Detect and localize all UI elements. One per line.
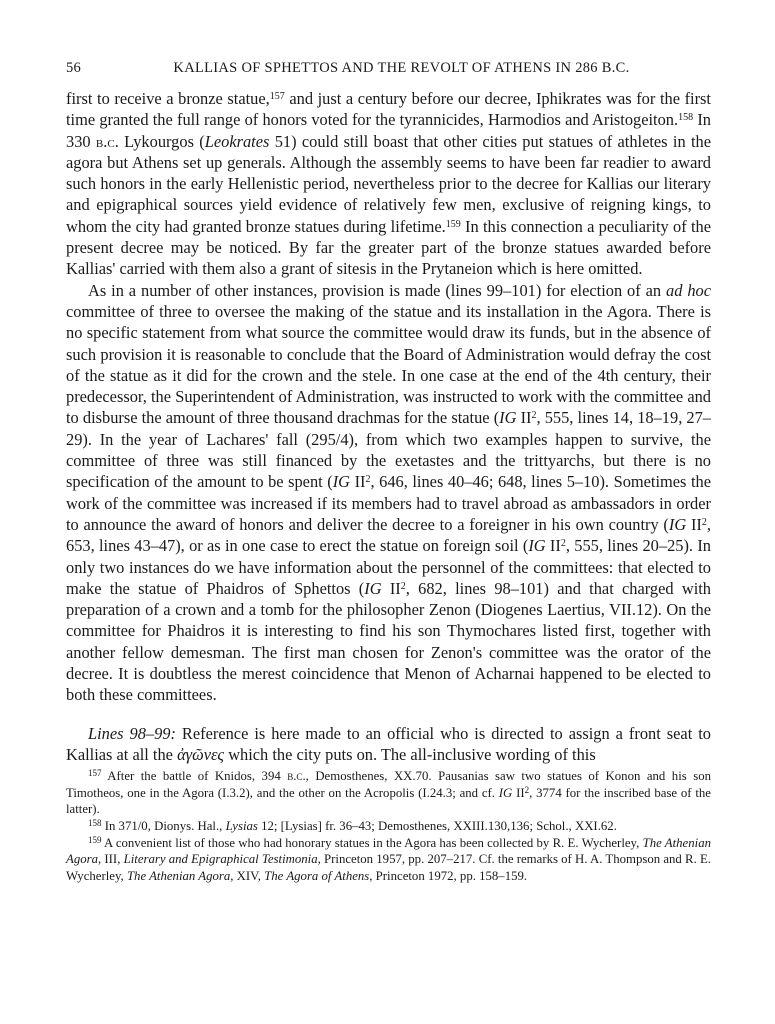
work-title: Literary and Epigraphical Testimonia	[123, 852, 318, 867]
era-abbrev: b.c.	[95, 131, 119, 151]
text: , 682, lines 98–101) and that charged with preparation of a crown and a tomb for the philosopher Zenon (Diogenes Laertius, VII.12). On the committee for Phaidros it is interesting to find his son Thymochares listed first, together with another fellow demesman. The first man chosen for Zenon's committee was the orator of the decree. It is doubtless the merest coincidence that Menon of Acharnai happened to be elected to both these committees.	[66, 578, 712, 705]
text: II	[512, 785, 525, 800]
era-abbrev: b.c.	[287, 769, 306, 784]
footnote-ref-157[interactable]: 157	[269, 91, 285, 102]
text: In 371/0, Dionys. Hal.,	[101, 818, 226, 833]
text: , 555, lines 14, 18–19, 27–29). In the year of Lachares' fall (295/4), from which two examples happen to survive, the committee of three was still financed by the exetastes and the trittyarchs, but there is no specification of the amount to be spent (	[66, 408, 712, 492]
citation-ig: IG	[528, 536, 546, 556]
text: , III,	[98, 852, 124, 867]
citation-ig: IG	[498, 785, 513, 800]
footnote-number: 158	[88, 817, 102, 828]
text: Reference is here made to an official who is directed to assign a front seat to Kallias at all the	[66, 723, 711, 764]
citation-edition: 2	[400, 580, 406, 592]
citation-ig: IG	[364, 578, 382, 598]
citation-edition: 2	[524, 784, 530, 795]
paragraph-3	[66, 723, 711, 766]
text: , 646, lines 40–46; 648, lines 5–10). Sometimes the work of the committee was increased if its members had to travel abroad as ambassadors in order to announce the award of honors and deliver the decree to a foreigner in his own country (	[66, 472, 711, 534]
text: II	[381, 578, 401, 598]
lemma: Lines 98–99:	[88, 723, 176, 743]
text: 12; [Lysias] fr. 36–43; Demosthenes, XXIII.130,136; Schol., XXI.62.	[257, 818, 617, 833]
footnote-number: 157	[88, 768, 102, 779]
paragraph-2	[66, 280, 711, 706]
footnote-157	[66, 768, 711, 818]
text: , Demosthenes, XX.70. Pausanias saw two statues of Konon and his son Timotheos, one in the Agora (I.3.2), and the other on the Acropolis (I.24.3; and cf.	[66, 769, 711, 800]
text: committee of three to oversee the making of the statue and its installation in the Agora. There is no specific statement from what source the committee would draw its funds, but in the absence of such provision it is reasonable to conclude that the Board of Administration would defray the cost of the statue as it did for the crown and the stele. In one case at the end of the 4th century, their predecessor, the Superintendent of Administration, was instructed to work with the committee and to disburse the amount of three thousand drachmas for the statue (	[66, 301, 711, 428]
citation-ig: IG	[332, 472, 351, 492]
text: In 330	[66, 110, 711, 151]
text: After the battle of Knidos, 394	[101, 769, 288, 784]
text: Lykourgos (	[118, 131, 205, 151]
footnote-159	[66, 835, 711, 885]
text: II	[516, 408, 532, 428]
work-title: Lysias	[225, 818, 258, 833]
text: II	[686, 514, 702, 534]
text: II	[350, 472, 366, 492]
citation-edition: 2	[365, 474, 371, 486]
text: , 555, lines 20–25). In only two instances do we have information about the personnel of the committees: that elected to make the statue of Phaidros of Sphettos (	[66, 536, 711, 598]
paragraph-1	[66, 88, 711, 280]
page-number: 56	[66, 60, 82, 76]
running-header	[66, 60, 711, 77]
latin-term: ad hoc	[666, 280, 712, 300]
footnote-number: 159	[88, 834, 102, 845]
greek-term: ἀγῶνες	[177, 744, 225, 764]
citation-edition: 2	[701, 516, 707, 528]
text: , Princeton 1957, pp. 207–217. Cf. the remarks of H. A. Thompson and R. E. Wycherley,	[66, 852, 711, 883]
running-title: KALLIAS OF SPHETTOS AND THE REVOLT OF ATHENS IN 286 B.C.	[173, 60, 630, 76]
citation-edition: 2	[531, 410, 537, 422]
text: As in a number of other instances, provision is made (lines 99–101) for election of an	[88, 280, 667, 300]
text: , 3774 for the inscribed base of the latter).	[66, 785, 711, 817]
text: , 653, lines 43–47), or as in one case to erect the statue on foreign soil (	[66, 514, 711, 556]
footnote-ref-158[interactable]: 158	[678, 112, 694, 124]
text: , XIV,	[230, 868, 265, 883]
text: II	[545, 536, 561, 556]
citation-edition: 2	[560, 538, 566, 550]
citation-ig: IG	[499, 408, 517, 428]
text: A convenient list of those who had honorary statues in the Agora has been collected by R. E. Wycherley,	[101, 835, 643, 850]
footnote-ref-159[interactable]: 159	[445, 218, 461, 230]
footnote-158	[66, 818, 711, 835]
citation-ig: IG	[668, 514, 687, 534]
text: , Princeton 1972, pp. 158–159.	[369, 868, 528, 883]
text: and just a century before our decree, Iphikrates was for the first time granted the full range of honors voted for the tyrannicides, Harmodios and Aristogeiton.	[66, 89, 711, 130]
footnotes	[66, 768, 711, 884]
text: first to receive a bronze statue,	[66, 89, 270, 108]
work-title: The Agora of Athens	[264, 868, 370, 883]
work-title: Leokrates	[204, 131, 270, 151]
text: 51) could still boast that other cities put statues of athletes in the agora but Athens set up generals. Although the assembly seems to have been far readier to award such honors in the early Hellenistic period, nevertheless prior to the decree for Kallias our literary and epigraphical sources yield evidence of relatively few men, exclusive of reigning kings, to whom the city had granted bronze statues during lifetime.	[66, 131, 711, 236]
text: which the city puts on. The all-inclusive wording of this	[224, 744, 596, 764]
work-title: The Athenian Agora	[126, 868, 231, 883]
text: In this connection a peculiarity of the present decree may be noticed. By far the greater part of the bronze statues awarded before Kallias' carried with them also a grant of sitesis in the Prytaneion which is here omitted.	[66, 216, 711, 279]
main-text	[66, 88, 711, 765]
work-title: The Athenian Agora	[66, 835, 711, 867]
